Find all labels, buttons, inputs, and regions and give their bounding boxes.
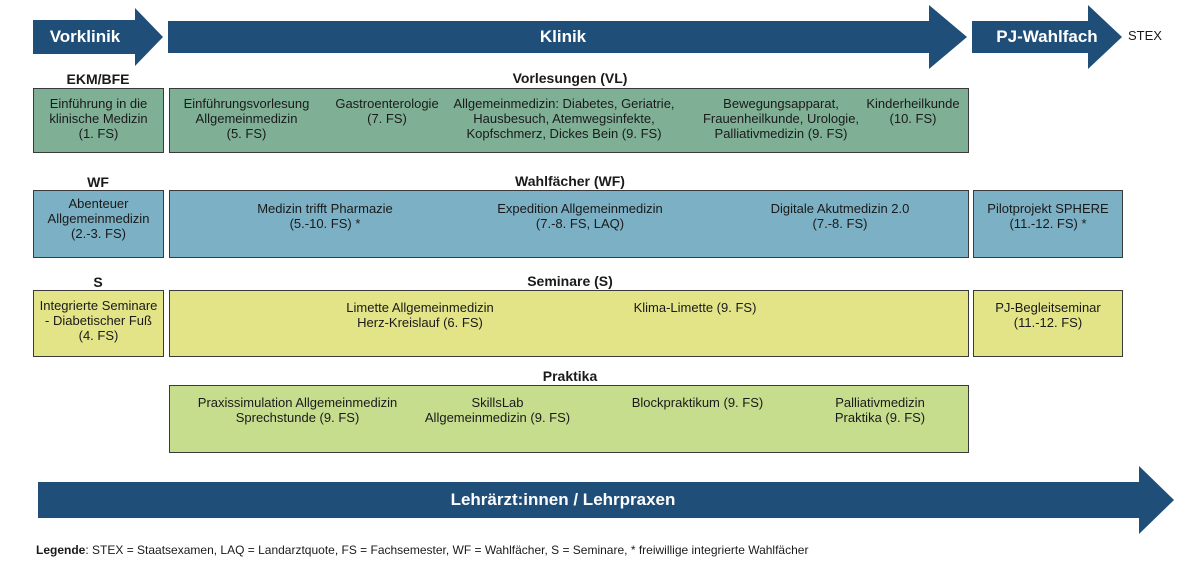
text-line: (4. FS) xyxy=(78,328,119,343)
vl-item xyxy=(174,96,319,141)
praktika-item xyxy=(810,395,950,425)
text-line: Herz-Kreislauf (6. FS) xyxy=(357,315,483,330)
text-line: Praxissimulation Allgemeinmedizin xyxy=(197,395,398,410)
text-line: Integrierte Seminare xyxy=(39,298,158,313)
wf-item xyxy=(225,201,425,231)
wf-box xyxy=(169,190,969,258)
s-item xyxy=(325,300,515,330)
wf-left-text xyxy=(34,196,163,241)
text-line: Einführungsvorlesung xyxy=(183,96,310,111)
text-line: Blockpraktikum (9. FS) xyxy=(631,395,764,410)
vl-left-text xyxy=(34,96,163,141)
text-line: Gastroenterologie xyxy=(335,96,439,111)
praktika-item xyxy=(180,395,415,425)
klinik-arrow xyxy=(168,5,967,69)
text-line: Kinderheilkunde xyxy=(866,96,960,111)
s-right-box xyxy=(973,290,1123,357)
text-line: Pilotprojekt SPHERE xyxy=(987,201,1109,216)
vl-item xyxy=(862,96,964,126)
wf-right-box xyxy=(973,190,1123,258)
praktika-box xyxy=(169,385,969,453)
lehr-label: Lehrärzt:innen / Lehrpraxen xyxy=(450,490,676,509)
vl-item xyxy=(690,96,872,141)
text-line: Allgemeinmedizin (9. FS) xyxy=(424,410,571,425)
vl-heading: Vorlesungen (VL) xyxy=(512,70,628,86)
praktika-heading: Praktika xyxy=(542,368,598,384)
wf-left-heading: WF xyxy=(87,174,109,190)
pj-label: PJ-Wahlfach xyxy=(996,27,1098,46)
s-right-text xyxy=(974,300,1122,330)
stex-label: STEX xyxy=(1128,28,1162,43)
text-line: (11.-12. FS) xyxy=(1013,315,1083,330)
text-line: (7.-8. FS) xyxy=(812,216,868,231)
text-line: Klima-Limette (9. FS) xyxy=(633,300,757,315)
text-line: Expedition Allgemeinmedizin xyxy=(497,201,663,216)
wf-heading: Wahlfächer (WF) xyxy=(515,173,625,189)
text-line: (2.-3. FS) xyxy=(71,226,126,241)
wf-right-text xyxy=(974,201,1122,231)
text-line: Praktika (9. FS) xyxy=(834,410,926,425)
text-line: Einführung in die xyxy=(49,96,148,111)
s-left-box xyxy=(33,290,164,357)
text-line: Frauenheilkunde, Urologie, xyxy=(702,111,860,126)
klinik-label: Klinik xyxy=(539,27,587,46)
text-line: Digitale Akutmedizin 2.0 xyxy=(770,201,910,216)
vorklinik-arrow xyxy=(33,8,163,66)
text-line: Kopfschmerz, Dickes Bein (9. FS) xyxy=(466,126,662,141)
legend-text: : STEX = Staatsexamen, LAQ = Landarztquote, FS = Fachsemester, WF = Wahlfächer, S = Seminare, * freiwillige integrierte Wahlfächer xyxy=(85,543,809,557)
text-line: Palliativmedizin xyxy=(835,395,925,410)
pj-arrow xyxy=(972,5,1122,69)
text-line: Abenteuer xyxy=(68,196,129,211)
s-left-heading: S xyxy=(93,274,103,290)
s-left-text xyxy=(34,298,163,343)
text-line: (11.-12. FS) * xyxy=(1009,216,1087,231)
text-line: Allgemeinmedizin xyxy=(195,111,298,126)
vl-item xyxy=(322,96,452,126)
text-line: (5.-10. FS) * xyxy=(289,216,361,231)
praktika-item xyxy=(410,395,585,425)
text-line: Hausbesuch, Atemwegsinfekte, xyxy=(473,111,655,126)
text-line: (1. FS) xyxy=(78,126,119,141)
s-item xyxy=(610,300,780,315)
wf-left-box xyxy=(33,190,164,258)
text-line: (10. FS) xyxy=(889,111,937,126)
text-line: klinische Medizin xyxy=(49,111,148,126)
vorklinik-label: Vorklinik xyxy=(49,27,121,46)
text-line: (7. FS) xyxy=(367,111,407,126)
s-heading: Seminare (S) xyxy=(527,273,613,289)
praktika-item xyxy=(610,395,785,410)
vl-item xyxy=(444,96,684,141)
text-line: (7.-8. FS, LAQ) xyxy=(535,216,625,231)
s-box xyxy=(169,290,969,357)
text-line: Bewegungsapparat, xyxy=(723,96,839,111)
lehr-arrow xyxy=(38,466,1174,534)
text-line: Sprechstunde (9. FS) xyxy=(235,410,360,425)
text-line: Limette Allgemeinmedizin xyxy=(346,300,494,315)
text-line: Palliativmedizin (9. FS) xyxy=(714,126,848,141)
text-line: (5. FS) xyxy=(226,126,267,141)
legend-label: Legende xyxy=(36,543,86,557)
text-line: PJ-Begleitseminar xyxy=(995,300,1101,315)
wf-item xyxy=(475,201,685,231)
wf-item xyxy=(740,201,940,231)
vl-box xyxy=(169,88,969,153)
text-line: Allgemeinmedizin: Diabetes, Geriatrie, xyxy=(453,96,675,111)
legend xyxy=(36,543,808,557)
text-line: Allgemeinmedizin xyxy=(47,211,150,226)
vl-left-box xyxy=(33,88,164,153)
ekm-heading: EKM/BFE xyxy=(66,71,130,87)
text-line: - Diabetischer Fuß xyxy=(45,313,152,328)
text-line: Medizin trifft Pharmazie xyxy=(257,201,393,216)
text-line: SkillsLab xyxy=(471,395,524,410)
